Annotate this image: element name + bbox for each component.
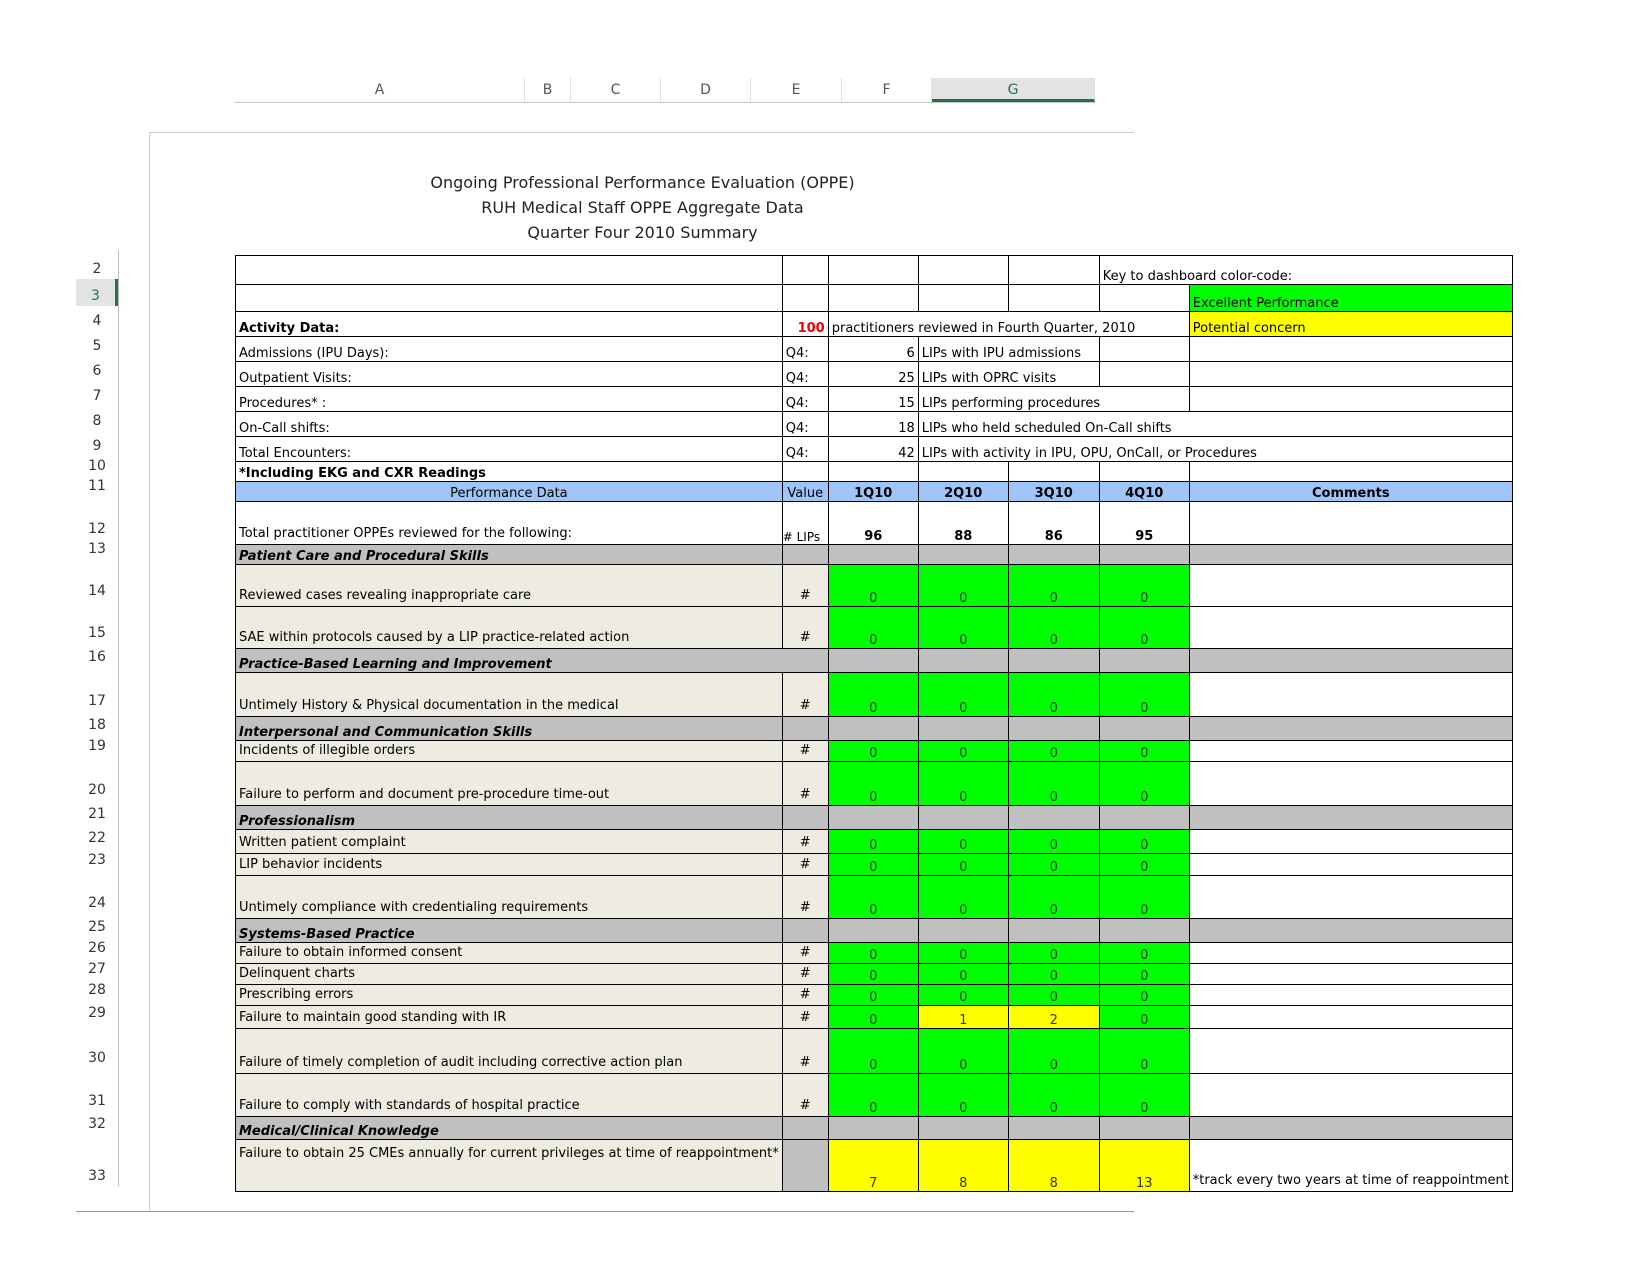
- row-header-31[interactable]: 31: [88, 1093, 106, 1109]
- metric-value[interactable]: 0: [828, 607, 918, 649]
- row-header-32[interactable]: 32: [88, 1116, 106, 1132]
- total-unit[interactable]: # LIPs: [782, 502, 828, 545]
- key-potential-concern[interactable]: Potential concern: [1189, 312, 1512, 337]
- comment-cell[interactable]: [1189, 762, 1512, 806]
- metric-label[interactable]: Failure to obtain 25 CMEs annually for current privileges at time of reappointment*: [236, 1140, 783, 1192]
- activity-row-description[interactable]: LIPs with activity in IPU, OPU, OnCall, or Procedures: [918, 437, 1512, 462]
- activity-row-quarter[interactable]: Q4:: [782, 412, 828, 437]
- sheet-row: [236, 285, 1513, 312]
- metric-unit[interactable]: #: [782, 741, 828, 762]
- sheet-row: [236, 256, 1513, 285]
- total-value[interactable]: 88: [918, 502, 1008, 545]
- section-interpersonal[interactable]: Interpersonal and Communication Skills: [236, 717, 783, 741]
- header-1q10[interactable]: 1Q10: [828, 482, 918, 502]
- cell[interactable]: [236, 285, 783, 312]
- column-header-g[interactable]: G: [932, 78, 1095, 102]
- activity-row-value[interactable]: 6: [828, 337, 918, 362]
- cell[interactable]: [828, 285, 918, 312]
- activity-row-label[interactable]: Admissions (IPU Days):: [236, 337, 783, 362]
- cell[interactable]: [782, 919, 828, 943]
- metric-value[interactable]: 0: [918, 762, 1008, 806]
- metric-value[interactable]: 0: [1099, 1029, 1189, 1074]
- metric-label[interactable]: SAE within protocols caused by a LIP practice-related action: [236, 607, 783, 649]
- metric-value[interactable]: 0: [1008, 741, 1099, 762]
- metric-value[interactable]: 0: [1099, 985, 1189, 1006]
- oppe-data-table: [235, 255, 1513, 1192]
- row-header-8[interactable]: 8: [92, 413, 102, 429]
- row-header-27[interactable]: 27: [88, 961, 106, 977]
- metric-unit[interactable]: #: [782, 607, 828, 649]
- metric-value[interactable]: 0: [1008, 854, 1099, 876]
- cell[interactable]: [1008, 649, 1099, 673]
- metric-value[interactable]: 0: [828, 854, 918, 876]
- metric-label[interactable]: Untimely compliance with credentialing requirements: [236, 876, 783, 919]
- metric-value-concern[interactable]: 1: [918, 1006, 1008, 1029]
- row-header-21[interactable]: 21: [88, 806, 106, 822]
- metric-value[interactable]: 0: [828, 762, 918, 806]
- row-header-28[interactable]: 28: [88, 982, 106, 998]
- metric-value-concern[interactable]: 8: [1008, 1140, 1099, 1192]
- metric-row: [236, 1074, 1513, 1117]
- metric-value[interactable]: 0: [828, 673, 918, 717]
- cell[interactable]: [1099, 545, 1189, 565]
- row-header-10[interactable]: 10: [88, 458, 106, 474]
- cell[interactable]: [1189, 387, 1512, 412]
- cell[interactable]: [1008, 285, 1099, 312]
- metric-label[interactable]: Failure to perform and document pre-procedure time-out: [236, 762, 783, 806]
- cell[interactable]: [828, 919, 918, 943]
- cell[interactable]: [1189, 337, 1512, 362]
- metric-label[interactable]: Failure to obtain informed consent: [236, 943, 783, 964]
- column-header-b[interactable]: B: [525, 78, 571, 102]
- row-header-33[interactable]: 33: [88, 1168, 106, 1184]
- cell[interactable]: [1008, 545, 1099, 565]
- column-header-f[interactable]: F: [842, 78, 932, 102]
- header-2q10[interactable]: 2Q10: [918, 482, 1008, 502]
- page-border-left: [149, 132, 150, 1212]
- cell[interactable]: [918, 806, 1008, 830]
- metric-row: [236, 673, 1513, 717]
- metric-value[interactable]: 0: [918, 565, 1008, 607]
- metric-unit[interactable]: #: [782, 673, 828, 717]
- metric-value[interactable]: 0: [918, 1029, 1008, 1074]
- cell[interactable]: [782, 285, 828, 312]
- metric-label[interactable]: Reviewed cases revealing inappropriate care: [236, 565, 783, 607]
- metric-row: [236, 985, 1513, 1006]
- cell[interactable]: [918, 717, 1008, 741]
- cell[interactable]: [236, 256, 783, 285]
- cell[interactable]: [1189, 806, 1512, 830]
- cell[interactable]: [1099, 806, 1189, 830]
- performance-header-row: [236, 482, 1513, 502]
- metric-value[interactable]: 0: [1008, 830, 1099, 854]
- metric-value[interactable]: 0: [1008, 762, 1099, 806]
- metric-unit[interactable]: #: [782, 565, 828, 607]
- comment-cell[interactable]: *track every two years at time of reappointment: [1189, 1140, 1512, 1192]
- row-header-17[interactable]: 17: [88, 693, 106, 709]
- metric-row: [236, 830, 1513, 854]
- activity-row-description[interactable]: LIPs with IPU admissions: [918, 337, 1099, 362]
- comment-cell[interactable]: [1189, 565, 1512, 607]
- metric-value[interactable]: 0: [1008, 1029, 1099, 1074]
- metric-value[interactable]: 0: [1099, 607, 1189, 649]
- cell[interactable]: [918, 256, 1008, 285]
- activity-row-value[interactable]: 42: [828, 437, 918, 462]
- metric-value[interactable]: 0: [828, 1006, 918, 1029]
- activity-description[interactable]: practitioners reviewed in Fourth Quarter, 2010: [828, 312, 1189, 337]
- metric-value[interactable]: 0: [1008, 565, 1099, 607]
- cell[interactable]: [828, 462, 918, 482]
- row-header-30[interactable]: 30: [88, 1050, 106, 1066]
- cell[interactable]: [782, 717, 828, 741]
- column-header-e[interactable]: E: [751, 78, 842, 102]
- row-header-11[interactable]: 11: [88, 478, 106, 494]
- activity-row: [236, 387, 1513, 412]
- comment-cell[interactable]: [1189, 985, 1512, 1006]
- metric-row: [236, 1140, 1513, 1192]
- cell[interactable]: [828, 256, 918, 285]
- comment-cell[interactable]: [1189, 830, 1512, 854]
- metric-value[interactable]: 0: [828, 1074, 918, 1117]
- row-header-4[interactable]: 4: [92, 313, 102, 329]
- activity-label[interactable]: Activity Data:: [236, 312, 783, 337]
- activity-footnote[interactable]: *Including EKG and CXR Readings: [236, 462, 783, 482]
- metric-row: [236, 876, 1513, 919]
- metric-value[interactable]: 0: [828, 943, 918, 964]
- cell[interactable]: [918, 285, 1008, 312]
- row-header-3[interactable]: 3: [76, 279, 118, 306]
- activity-count[interactable]: 100: [782, 312, 828, 337]
- metric-value[interactable]: 0: [918, 830, 1008, 854]
- cell[interactable]: [1008, 256, 1099, 285]
- metric-value[interactable]: 0: [1099, 1006, 1189, 1029]
- row-header-15[interactable]: 15: [88, 625, 106, 641]
- comment-cell[interactable]: [1189, 943, 1512, 964]
- metric-value[interactable]: 0: [918, 607, 1008, 649]
- metric-unit[interactable]: #: [782, 762, 828, 806]
- report-title: [235, 170, 1050, 245]
- metric-unit[interactable]: #: [782, 964, 828, 985]
- cell[interactable]: [1099, 1117, 1189, 1140]
- metric-value[interactable]: 0: [1099, 1074, 1189, 1117]
- row-header-20[interactable]: 20: [88, 782, 106, 798]
- metric-row: [236, 607, 1513, 649]
- sheet-row: [236, 312, 1513, 337]
- comment-cell[interactable]: [1189, 502, 1512, 545]
- section-row: [236, 649, 1513, 673]
- activity-row-label[interactable]: Procedures* :: [236, 387, 783, 412]
- section-row: [236, 717, 1513, 741]
- metric-value-concern[interactable]: 7: [828, 1140, 918, 1192]
- activity-row-label[interactable]: Total Encounters:: [236, 437, 783, 462]
- metric-value[interactable]: 0: [828, 1029, 918, 1074]
- column-header-d[interactable]: D: [661, 78, 751, 102]
- activity-row: [236, 337, 1513, 362]
- cell[interactable]: [1099, 717, 1189, 741]
- metric-value[interactable]: 0: [828, 964, 918, 985]
- column-header-bar: [235, 78, 1095, 103]
- comment-cell[interactable]: [1189, 1029, 1512, 1074]
- metric-row: [236, 1006, 1513, 1029]
- metric-row: [236, 964, 1513, 985]
- metric-label[interactable]: Prescribing errors: [236, 985, 783, 1006]
- metric-value[interactable]: 0: [918, 673, 1008, 717]
- metric-label[interactable]: Written patient complaint: [236, 830, 783, 854]
- activity-row-description[interactable]: LIPs with OPRC visits: [918, 362, 1099, 387]
- cell[interactable]: [782, 1117, 828, 1140]
- metric-value[interactable]: 0: [1099, 876, 1189, 919]
- metric-label[interactable]: Incidents of illegible orders: [236, 741, 783, 762]
- cell[interactable]: [1008, 919, 1099, 943]
- row-header-24[interactable]: 24: [88, 895, 106, 911]
- metric-row: [236, 565, 1513, 607]
- activity-row: [236, 412, 1513, 437]
- column-header-c[interactable]: C: [571, 78, 661, 102]
- activity-row-value[interactable]: 18: [828, 412, 918, 437]
- comment-cell[interactable]: [1189, 673, 1512, 717]
- activity-row-label[interactable]: Outpatient Visits:: [236, 362, 783, 387]
- metric-value[interactable]: 0: [918, 964, 1008, 985]
- page-border-top: [149, 132, 1134, 133]
- metric-value[interactable]: 0: [1008, 673, 1099, 717]
- cell[interactable]: [918, 545, 1008, 565]
- cell[interactable]: [782, 256, 828, 285]
- metric-label[interactable]: LIP behavior incidents: [236, 854, 783, 876]
- metric-unit[interactable]: #: [782, 876, 828, 919]
- cell[interactable]: [1189, 462, 1512, 482]
- comment-cell[interactable]: [1189, 607, 1512, 649]
- metric-value[interactable]: 0: [1008, 876, 1099, 919]
- cell[interactable]: [1008, 462, 1099, 482]
- cell[interactable]: [782, 545, 828, 565]
- cell[interactable]: [828, 649, 918, 673]
- comment-cell[interactable]: [1189, 1006, 1512, 1029]
- metric-value[interactable]: 0: [1008, 964, 1099, 985]
- total-value[interactable]: 96: [828, 502, 918, 545]
- metric-value[interactable]: 0: [828, 565, 918, 607]
- row-header-29[interactable]: 29: [88, 1005, 106, 1021]
- total-value[interactable]: 86: [1008, 502, 1099, 545]
- title-line-1: Ongoing Professional Performance Evaluation (OPPE): [430, 173, 855, 192]
- row-header-13[interactable]: 13: [88, 541, 106, 557]
- metric-value[interactable]: 0: [828, 985, 918, 1006]
- cell[interactable]: [828, 1117, 918, 1140]
- metric-value[interactable]: 0: [1099, 943, 1189, 964]
- metric-row: [236, 1029, 1513, 1074]
- metric-unit[interactable]: #: [782, 854, 828, 876]
- activity-row-quarter[interactable]: Q4:: [782, 337, 828, 362]
- cell[interactable]: [828, 806, 918, 830]
- metric-value[interactable]: 0: [828, 741, 918, 762]
- cell[interactable]: [918, 462, 1008, 482]
- cell[interactable]: [1189, 717, 1512, 741]
- row-header-6[interactable]: 6: [92, 363, 102, 379]
- metric-unit[interactable]: #: [782, 1029, 828, 1074]
- cell[interactable]: [1099, 285, 1189, 312]
- metric-unit[interactable]: #: [782, 943, 828, 964]
- metric-value[interactable]: 0: [828, 830, 918, 854]
- metric-value[interactable]: 0: [1008, 985, 1099, 1006]
- section-row: [236, 806, 1513, 830]
- row-header-19[interactable]: 19: [88, 738, 106, 754]
- cell[interactable]: [1099, 362, 1189, 387]
- metric-value[interactable]: 0: [918, 1074, 1008, 1117]
- metric-value[interactable]: 0: [1099, 762, 1189, 806]
- metric-label[interactable]: Failure to maintain good standing with IR: [236, 1006, 783, 1029]
- activity-row-quarter[interactable]: Q4:: [782, 387, 828, 412]
- cell[interactable]: [782, 806, 828, 830]
- metric-row: [236, 741, 1513, 762]
- metric-label[interactable]: Delinquent charts: [236, 964, 783, 985]
- section-row: [236, 1117, 1513, 1140]
- cell[interactable]: [782, 462, 828, 482]
- cell[interactable]: [1189, 362, 1512, 387]
- title-line-3: Quarter Four 2010 Summary: [527, 223, 758, 242]
- metric-value[interactable]: 0: [1008, 943, 1099, 964]
- section-practice-based-learning[interactable]: Practice-Based Learning and Improvement: [236, 649, 829, 673]
- activity-row-description[interactable]: LIPs performing procedures: [918, 387, 1189, 412]
- metric-unit[interactable]: [782, 1140, 828, 1192]
- cell[interactable]: [1099, 649, 1189, 673]
- metric-label[interactable]: Failure of timely completion of audit including corrective action plan: [236, 1029, 783, 1074]
- cell[interactable]: [918, 1117, 1008, 1140]
- metric-unit[interactable]: #: [782, 985, 828, 1006]
- activity-row-value[interactable]: 25: [828, 362, 918, 387]
- row-header-26[interactable]: 26: [88, 940, 106, 956]
- metric-value-concern[interactable]: 13: [1099, 1140, 1189, 1192]
- cell[interactable]: [1189, 649, 1512, 673]
- metric-value-concern[interactable]: 2: [1008, 1006, 1099, 1029]
- metric-value[interactable]: 0: [1099, 741, 1189, 762]
- key-excellent-performance[interactable]: Excellent Performance: [1189, 285, 1512, 312]
- section-patient-care[interactable]: Patient Care and Procedural Skills: [236, 545, 783, 565]
- comment-cell[interactable]: [1189, 876, 1512, 919]
- activity-row-description[interactable]: LIPs who held scheduled On-Call shifts: [918, 412, 1512, 437]
- total-row: [236, 502, 1513, 545]
- comment-cell[interactable]: [1189, 741, 1512, 762]
- activity-row: [236, 437, 1513, 462]
- row-header-18[interactable]: 18: [88, 717, 106, 733]
- metric-value[interactable]: 0: [1099, 964, 1189, 985]
- row-header-25[interactable]: 25: [88, 919, 106, 935]
- header-4q10[interactable]: 4Q10: [1099, 482, 1189, 502]
- metric-value[interactable]: 0: [1099, 830, 1189, 854]
- metric-label[interactable]: Untimely History & Physical documentation in the medical: [236, 673, 783, 717]
- cell[interactable]: [1189, 1117, 1512, 1140]
- metric-unit[interactable]: #: [782, 1074, 828, 1117]
- comment-cell[interactable]: [1189, 854, 1512, 876]
- activity-row-value[interactable]: 15: [828, 387, 918, 412]
- comment-cell[interactable]: [1189, 1074, 1512, 1117]
- column-header-a[interactable]: A: [235, 78, 525, 102]
- metric-value[interactable]: 0: [918, 985, 1008, 1006]
- metric-unit[interactable]: #: [782, 1006, 828, 1029]
- cell[interactable]: [828, 545, 918, 565]
- section-row: [236, 919, 1513, 943]
- cell[interactable]: [828, 717, 918, 741]
- activity-row-label[interactable]: On-Call shifts:: [236, 412, 783, 437]
- comment-cell[interactable]: [1189, 964, 1512, 985]
- key-label[interactable]: Key to dashboard color-code:: [1099, 256, 1512, 285]
- metric-row: [236, 943, 1513, 964]
- section-professionalism[interactable]: Professionalism: [236, 806, 783, 830]
- row-header-9[interactable]: 9: [92, 438, 102, 454]
- cell[interactable]: [1099, 462, 1189, 482]
- metric-value[interactable]: 0: [1008, 1074, 1099, 1117]
- total-label[interactable]: Total practitioner OPPEs reviewed for the following:: [236, 502, 783, 545]
- row-header-14[interactable]: 14: [88, 583, 106, 599]
- cell[interactable]: [918, 919, 1008, 943]
- metric-value[interactable]: 0: [1099, 673, 1189, 717]
- metric-value[interactable]: 0: [1099, 854, 1189, 876]
- section-row: [236, 545, 1513, 565]
- metric-value[interactable]: 0: [1099, 565, 1189, 607]
- metric-value[interactable]: 0: [918, 741, 1008, 762]
- cell[interactable]: [1099, 919, 1189, 943]
- metric-value[interactable]: 0: [828, 876, 918, 919]
- row-header-2[interactable]: 2: [92, 261, 102, 277]
- metric-value[interactable]: 0: [1008, 607, 1099, 649]
- section-systems-based[interactable]: Systems-Based Practice: [236, 919, 783, 943]
- title-line-2: RUH Medical Staff OPPE Aggregate Data: [481, 198, 804, 217]
- header-value[interactable]: Value: [782, 482, 828, 502]
- row-header-16[interactable]: 16: [88, 649, 106, 665]
- metric-value[interactable]: 0: [918, 876, 1008, 919]
- metric-value-concern[interactable]: 8: [918, 1140, 1008, 1192]
- row-header-22[interactable]: 22: [88, 830, 106, 846]
- cell[interactable]: [1008, 1117, 1099, 1140]
- cell[interactable]: [918, 649, 1008, 673]
- row-header-7[interactable]: 7: [92, 388, 102, 404]
- section-medical-knowledge[interactable]: Medical/Clinical Knowledge: [236, 1117, 783, 1140]
- metric-value[interactable]: 0: [918, 854, 1008, 876]
- total-value[interactable]: 95: [1099, 502, 1189, 545]
- metric-row: [236, 762, 1513, 806]
- cell[interactable]: [1189, 545, 1512, 565]
- header-performance-data[interactable]: Performance Data: [236, 482, 783, 502]
- row-header-5[interactable]: 5: [92, 338, 102, 354]
- header-3q10[interactable]: 3Q10: [1008, 482, 1099, 502]
- row-header-bar: [76, 250, 119, 1186]
- cell[interactable]: [1008, 717, 1099, 741]
- cell[interactable]: [1189, 919, 1512, 943]
- cell[interactable]: [1099, 337, 1189, 362]
- sheet-row: [236, 462, 1513, 482]
- page-border-bottom: [76, 1211, 1134, 1212]
- row-header-23[interactable]: 23: [88, 852, 106, 868]
- metric-row: [236, 854, 1513, 876]
- metric-label[interactable]: Failure to comply with standards of hospital practice: [236, 1074, 783, 1117]
- cell[interactable]: [1008, 806, 1099, 830]
- activity-row: [236, 362, 1513, 387]
- metric-unit[interactable]: #: [782, 830, 828, 854]
- header-comments[interactable]: Comments: [1189, 482, 1512, 502]
- metric-value[interactable]: 0: [918, 943, 1008, 964]
- row-header-12[interactable]: 12: [88, 521, 106, 537]
- activity-row-quarter[interactable]: Q4:: [782, 437, 828, 462]
- activity-row-quarter[interactable]: Q4:: [782, 362, 828, 387]
